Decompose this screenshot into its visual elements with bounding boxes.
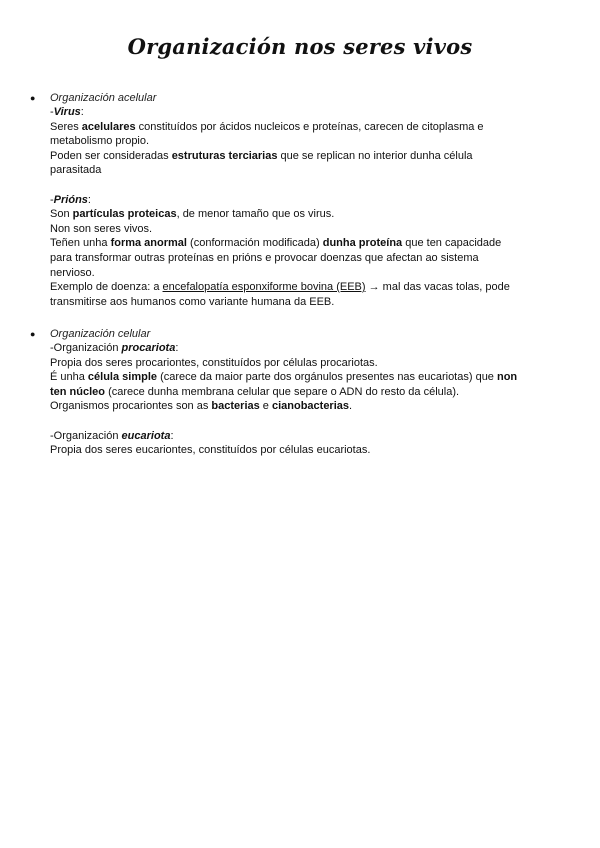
paragraph-line: nervioso.	[50, 266, 95, 279]
paragraph-line: Propia dos seres eucariontes, constituídos por células eucariotas.	[50, 444, 371, 457]
paragraph-line: É unha célula simple (carece da maior parte dos orgánulos presentes nas eucariotas) que non	[50, 371, 518, 384]
section-body	[50, 341, 530, 458]
paragraph-line: Son partículas proteicas, de menor tamaño que os virus.	[50, 208, 335, 221]
paragraph-line: Exemplo de doenza: a encefalopatía esponxiforme bovina (EEB) → mal das vacas tolas, pode	[50, 281, 510, 294]
paragraph-line: para transformar outras proteínas en prións e provocar doenzas que afectan ao sistema	[50, 251, 479, 264]
paragraph-line: Teñen unha forma anormal (conformación modificada) dunha proteína que ten capacidade	[50, 237, 502, 250]
paragraph-line: Organismos procariontes son as bacterias e cianobacterias.	[50, 400, 353, 413]
underlined-term: encefalopatía esponxiforme bovina (EEB)	[162, 281, 366, 294]
bullet-icon: ●	[30, 93, 36, 103]
subheading-eucariota: -Organización eucariota:	[50, 429, 174, 442]
section-body	[50, 105, 530, 309]
bullet-icon: ●	[30, 329, 36, 339]
paragraph-line: metabolismo propio.	[50, 135, 150, 148]
paragraph-line: transmitirse aos humanos como variante humana da EEB.	[50, 295, 335, 308]
paragraph-line: Non son seres vivos.	[50, 222, 153, 235]
subheading-procariota: -Organización procariota:	[50, 342, 179, 354]
section-heading: Organización celular	[50, 328, 151, 340]
paragraph-line: Poden ser consideradas estruturas terciarias que se replican no interior dunha célula	[50, 149, 473, 162]
section-heading: Organización acelular	[50, 92, 157, 104]
page-title: Organización nos seres vivos	[127, 34, 473, 59]
paragraph-line: Propia dos seres procariontes, constituídos por células procariotas.	[50, 356, 378, 369]
subheading-virus: -Virus:	[50, 106, 84, 118]
paragraph-line: ten núcleo (carece dunha membrana celular que separe o ADN do resto da célula).	[50, 385, 460, 398]
paragraph-line: Seres acelulares constituídos por ácidos nucleicos e proteínas, carecen de citoplasma e	[50, 120, 484, 133]
paragraph-line: parasitada	[50, 164, 102, 177]
subheading-prions: -Prións:	[50, 193, 91, 206]
